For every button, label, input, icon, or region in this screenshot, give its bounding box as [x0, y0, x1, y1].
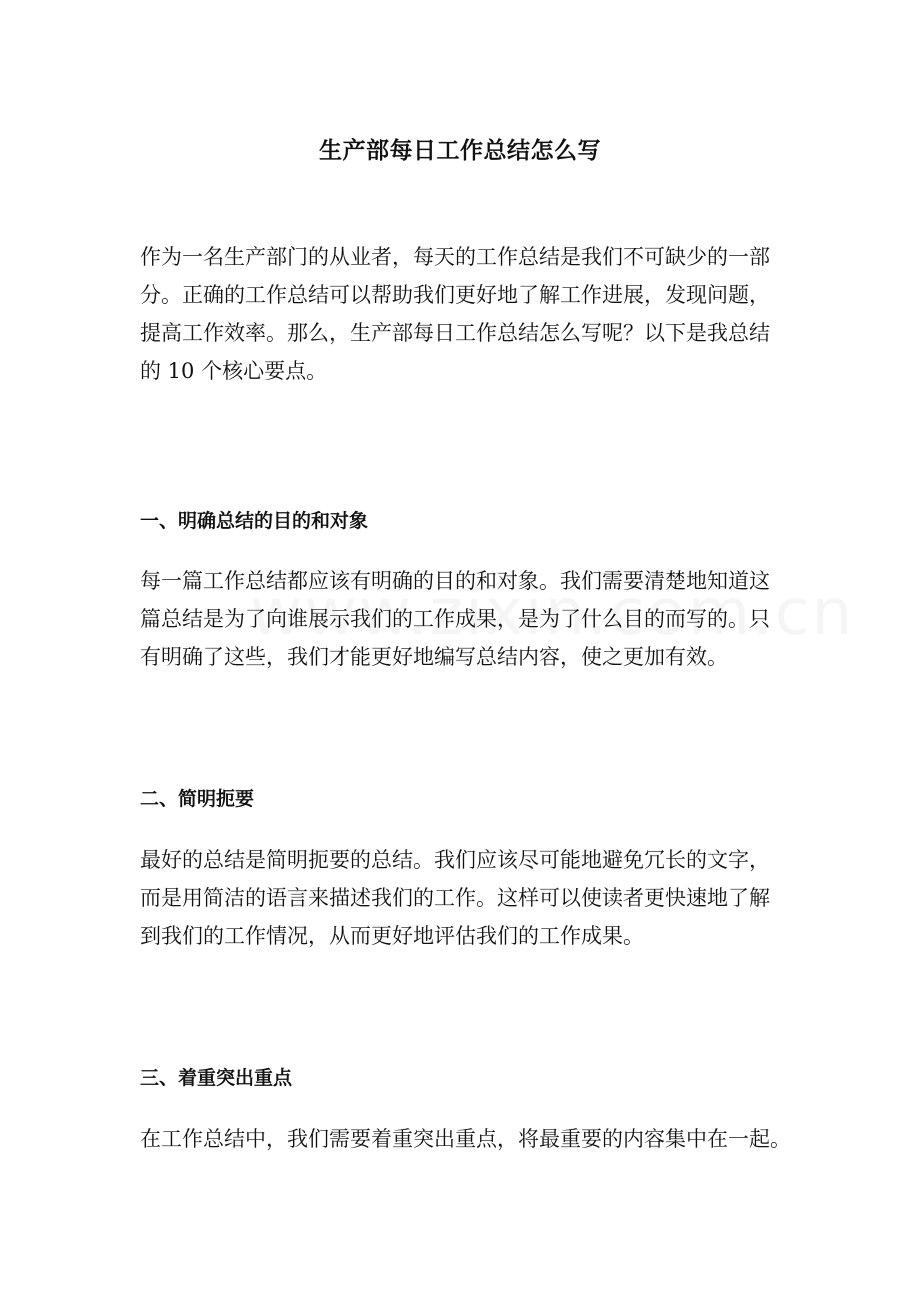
paragraph-line: 而是用简洁的语言来描述我们的工作。这样可以使读者更快速地了解 — [140, 886, 770, 910]
section-paragraph — [140, 841, 782, 955]
paragraph-line: 到我们的工作情况，从而更好地评估我们的工作成果。 — [140, 924, 644, 948]
paragraph-line: 在工作总结中，我们需要着重突出重点，将最重要的内容集中在一起。 — [140, 1127, 791, 1151]
section-heading: 三、着重突出重点 — [140, 1067, 293, 1089]
section-paragraph — [140, 562, 782, 676]
paragraph-line: 有明确了这些，我们才能更好地编写总结内容，使之更加有效。 — [140, 645, 728, 669]
paragraph-line: 的 10 个核心要点。 — [140, 359, 328, 383]
paragraph-line: 每一篇工作总结都应该有明确的目的和对象。我们需要清楚地知道这 — [140, 569, 770, 593]
paragraph-line: 提高工作效率。那么，生产部每日工作总结怎么写呢？以下是我总结 — [140, 321, 770, 345]
paragraph-line: 篇总结是为了向谁展示我们的工作成果，是为了什么目的而写的。只 — [140, 607, 770, 631]
document-title: 生产部每日工作总结怎么写 — [319, 137, 601, 165]
paragraph-line: 最好的总结是简明扼要的总结。我们应该尽可能地避免冗长的文字， — [140, 848, 770, 872]
section-heading: 一、明确总结的目的和对象 — [140, 510, 369, 532]
section-paragraph — [140, 1120, 791, 1158]
paragraph-line: 分。正确的工作总结可以帮助我们更好地了解工作进展，发现问题， — [140, 283, 770, 307]
section-heading: 二、简明扼要 — [140, 788, 255, 810]
paragraph-line: 作为一名生产部门的从业者，每天的工作总结是我们不可缺少的一部 — [140, 245, 770, 269]
intro-paragraph — [140, 238, 782, 390]
